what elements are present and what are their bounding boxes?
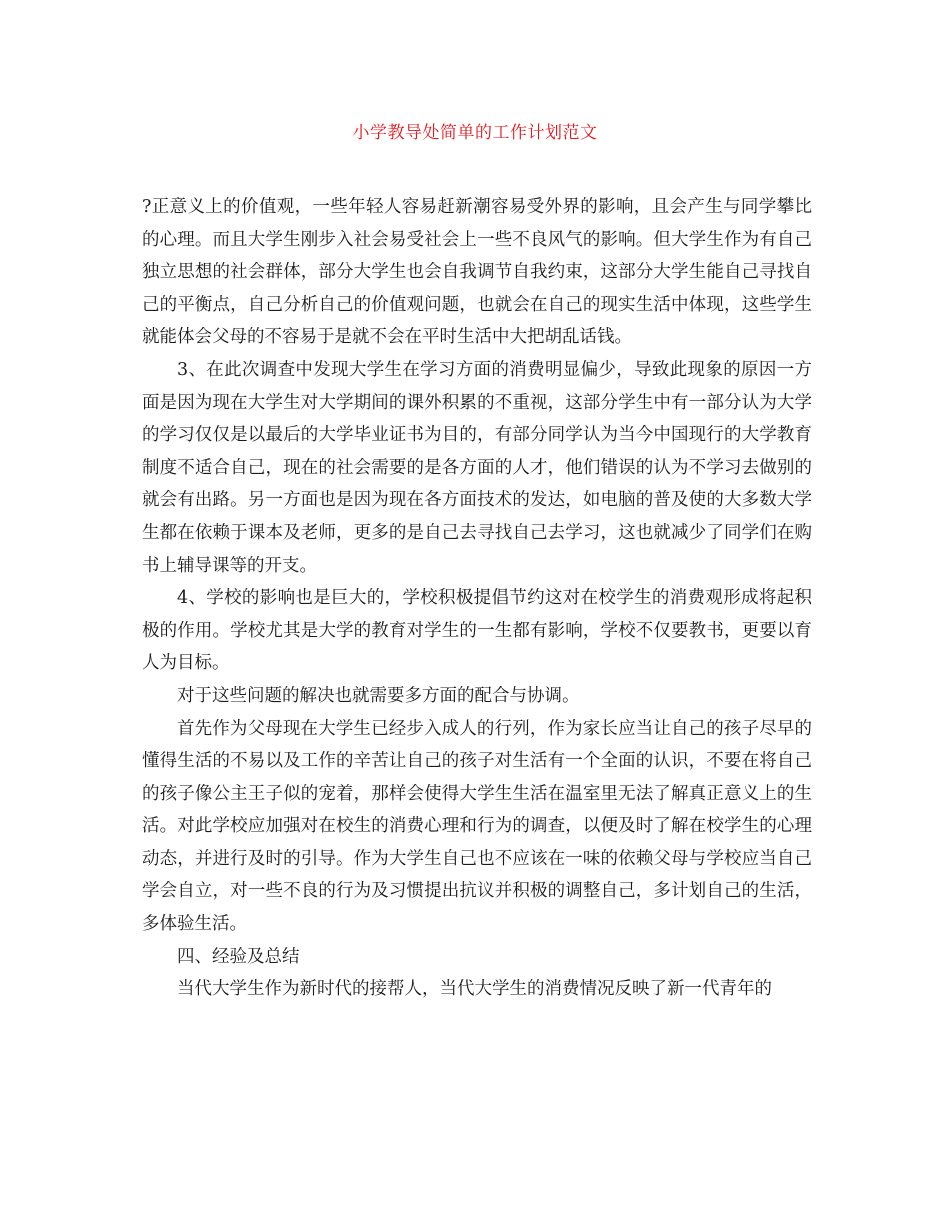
paragraph-3: 4、学校的影响也是巨大的，学校积极提倡节约这对在校学生的消费观形成将起积极的作用。学校尤其是大学的教育对学生的一生都有影响，学校不仅要教书，更要以育人为目标。 <box>142 588 812 674</box>
document-body <box>142 191 812 1006</box>
section-heading-summary: 四、经验及总结 <box>177 946 300 967</box>
paragraph-1: ?正意义上的价值观，一些年轻人容易赶新潮容易受外界的影响，且会产生与同学攀比的心理。而且大学生刚步入社会易受社会上一些不良风气的影响。但大学生作为有自己独立思想的社会群体，部分大学生也会自我调节自我约束，这部分大学生能自己寻找自己的平衡点，自己分析自己的价值观问题，也就会在自己的现实生活中体现，这些学生就能体会父母的不容易于是就不会在平时生活中大把胡乱话钱。 <box>142 197 812 348</box>
paragraph-7: 当代大学生作为新时代的接帮人，当代大学生的消费情况反映了新一代青年的 <box>177 979 772 1000</box>
paragraph-5: 首先作为父母现在大学生已经步入成人的行列，作为家长应当让自己的孩子尽早的懂得生活的不易以及工作的辛苦让自己的孩子对生活有一个全面的认识，不要在将自己的孩子像公主王子似的宠着，那样会使得大学生生活在温室里无法了解真正意义上的生活。对此学校应加强对在校生的消费心理和行为的调查，以便及时了解在校学生的心理动态，并进行及时的引导。作为大学生自己也不应该在一味的依赖父母与学校应当自己学会自立，对一些不良的行为及习惯提出抗议并积极的调整自己，多计划自己的生活，多体验生活。 <box>142 718 812 935</box>
document-title: 小学教导处简单的工作计划范文 <box>352 123 598 143</box>
paragraph-2: 3、在此次调查中发现大学生在学习方面的消费明显偏少，导致此现象的原因一方面是因为现在大学生对大学期间的课外积累的不重视，这部分学生中有一部分认为大学的学习仅仅是以最后的大学毕业证书为目的，有部分同学认为当今中国现行的大学教育制度不适合自己，现在的社会需要的是各方面的人才，他们错误的认为不学习去做别的就会有出路。另一方面也是因为现在各方面技术的发达，如电脑的普及使的大多数大学生都在依赖于课本及老师，更多的是自己去寻找自己去学习，这也就减少了同学们在购书上辅导课等的开支。 <box>142 359 812 576</box>
paragraph-4: 对于这些问题的解决也就需要多方面的配合与协调。 <box>177 685 580 706</box>
